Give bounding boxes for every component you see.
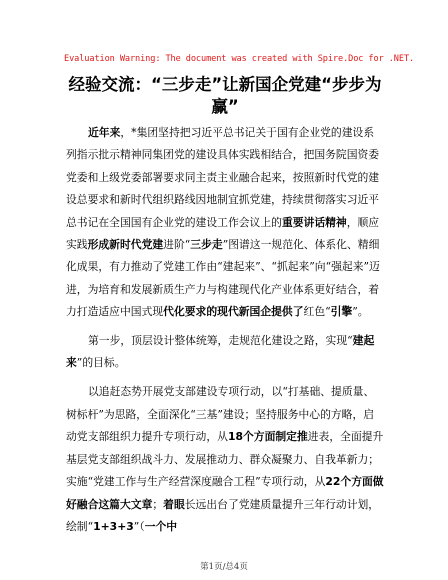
bold-text-segment: 一个中 [144,519,178,533]
bold-text-segment: 着眼 [163,497,185,511]
bold-text-segment: 三步走 [190,238,223,252]
document-title: 经验交流：“三步走”让新国企党建“步步为赢” [68,75,382,116]
bold-text-segment: 近年来 [88,126,121,139]
text-segment: ”（ [133,519,145,533]
paragraph-3 [66,381,384,538]
text-segment: 进阶“ [163,238,191,252]
text-segment: ，*集团坚持把习近平总书记关于国有企业党的建设系列指示批示精神同集团党的建设具体实践相结合，把国务院国资委党委和上级党委部署要求同主责主业融合起来，按照新时代党的建设总要求和新时代组织路线因地制宜抓党建，持续贯彻落实习近平总书记在全国国有企业党的建设工作会议上的 [66,126,380,229]
text-segment: 长远出台了党建质量提升三年行动计划，绘制“ [66,497,380,533]
bold-text-segment: 22个方面做好融合这篇大文章 [66,475,384,511]
text-segment: ，顺应实践 [66,215,380,252]
evaluation-warning: Evaluation Warning: The document was created with Spire.Doc for .NET. [64,54,415,64]
paragraph-2 [66,330,384,375]
text-segment: 以追赶态势开展党支部建设专项行动，以“打基础、提质量、树标杆”为思路，全面深化“三基”建设；坚持服务中心的方略，启动党支部组织力提升专项行动，从 [66,385,375,444]
bold-text-segment: 重要讲话精神 [281,215,347,229]
text-segment: ”的目标。 [76,356,126,370]
bold-text-segment: 1+3+3 [93,519,134,533]
document-body [66,122,384,538]
bold-text-segment: 形成新时代党建 [87,238,164,252]
text-segment: 进表，全面提升基层党支部组织战斗力、发展推动力、群众凝聚力、自我革新力；实施“党建工作与生产经营深度融合工程”专项行动，从 [66,430,384,489]
paragraph-1 [66,122,384,324]
bold-text-segment: 建起来 [66,333,375,370]
text-segment: 第一步，顶层设计整体统筹，走规范化建设之路，实现“ [88,333,353,347]
bold-text-segment: 引擎 [330,305,353,319]
bold-text-segment: 代化要求的现代新国企提供了 [163,305,304,319]
text-segment: ； [152,497,164,511]
bold-text-segment: 18个方面制定推 [227,430,308,444]
text-segment: ”图谱这一规范化、体系化、精细化成果，有力推动了党建工作由“建起来”、“抓起来”向“强起来”迈进，为培育和发展新质生产力与构建现代化产业体系更好结合，着力打造适应中国式现 [66,238,380,319]
text-segment: ”。 [352,305,369,319]
page-footer: 第1页/总4页 [200,562,248,572]
text-segment: 红色“ [303,305,331,319]
